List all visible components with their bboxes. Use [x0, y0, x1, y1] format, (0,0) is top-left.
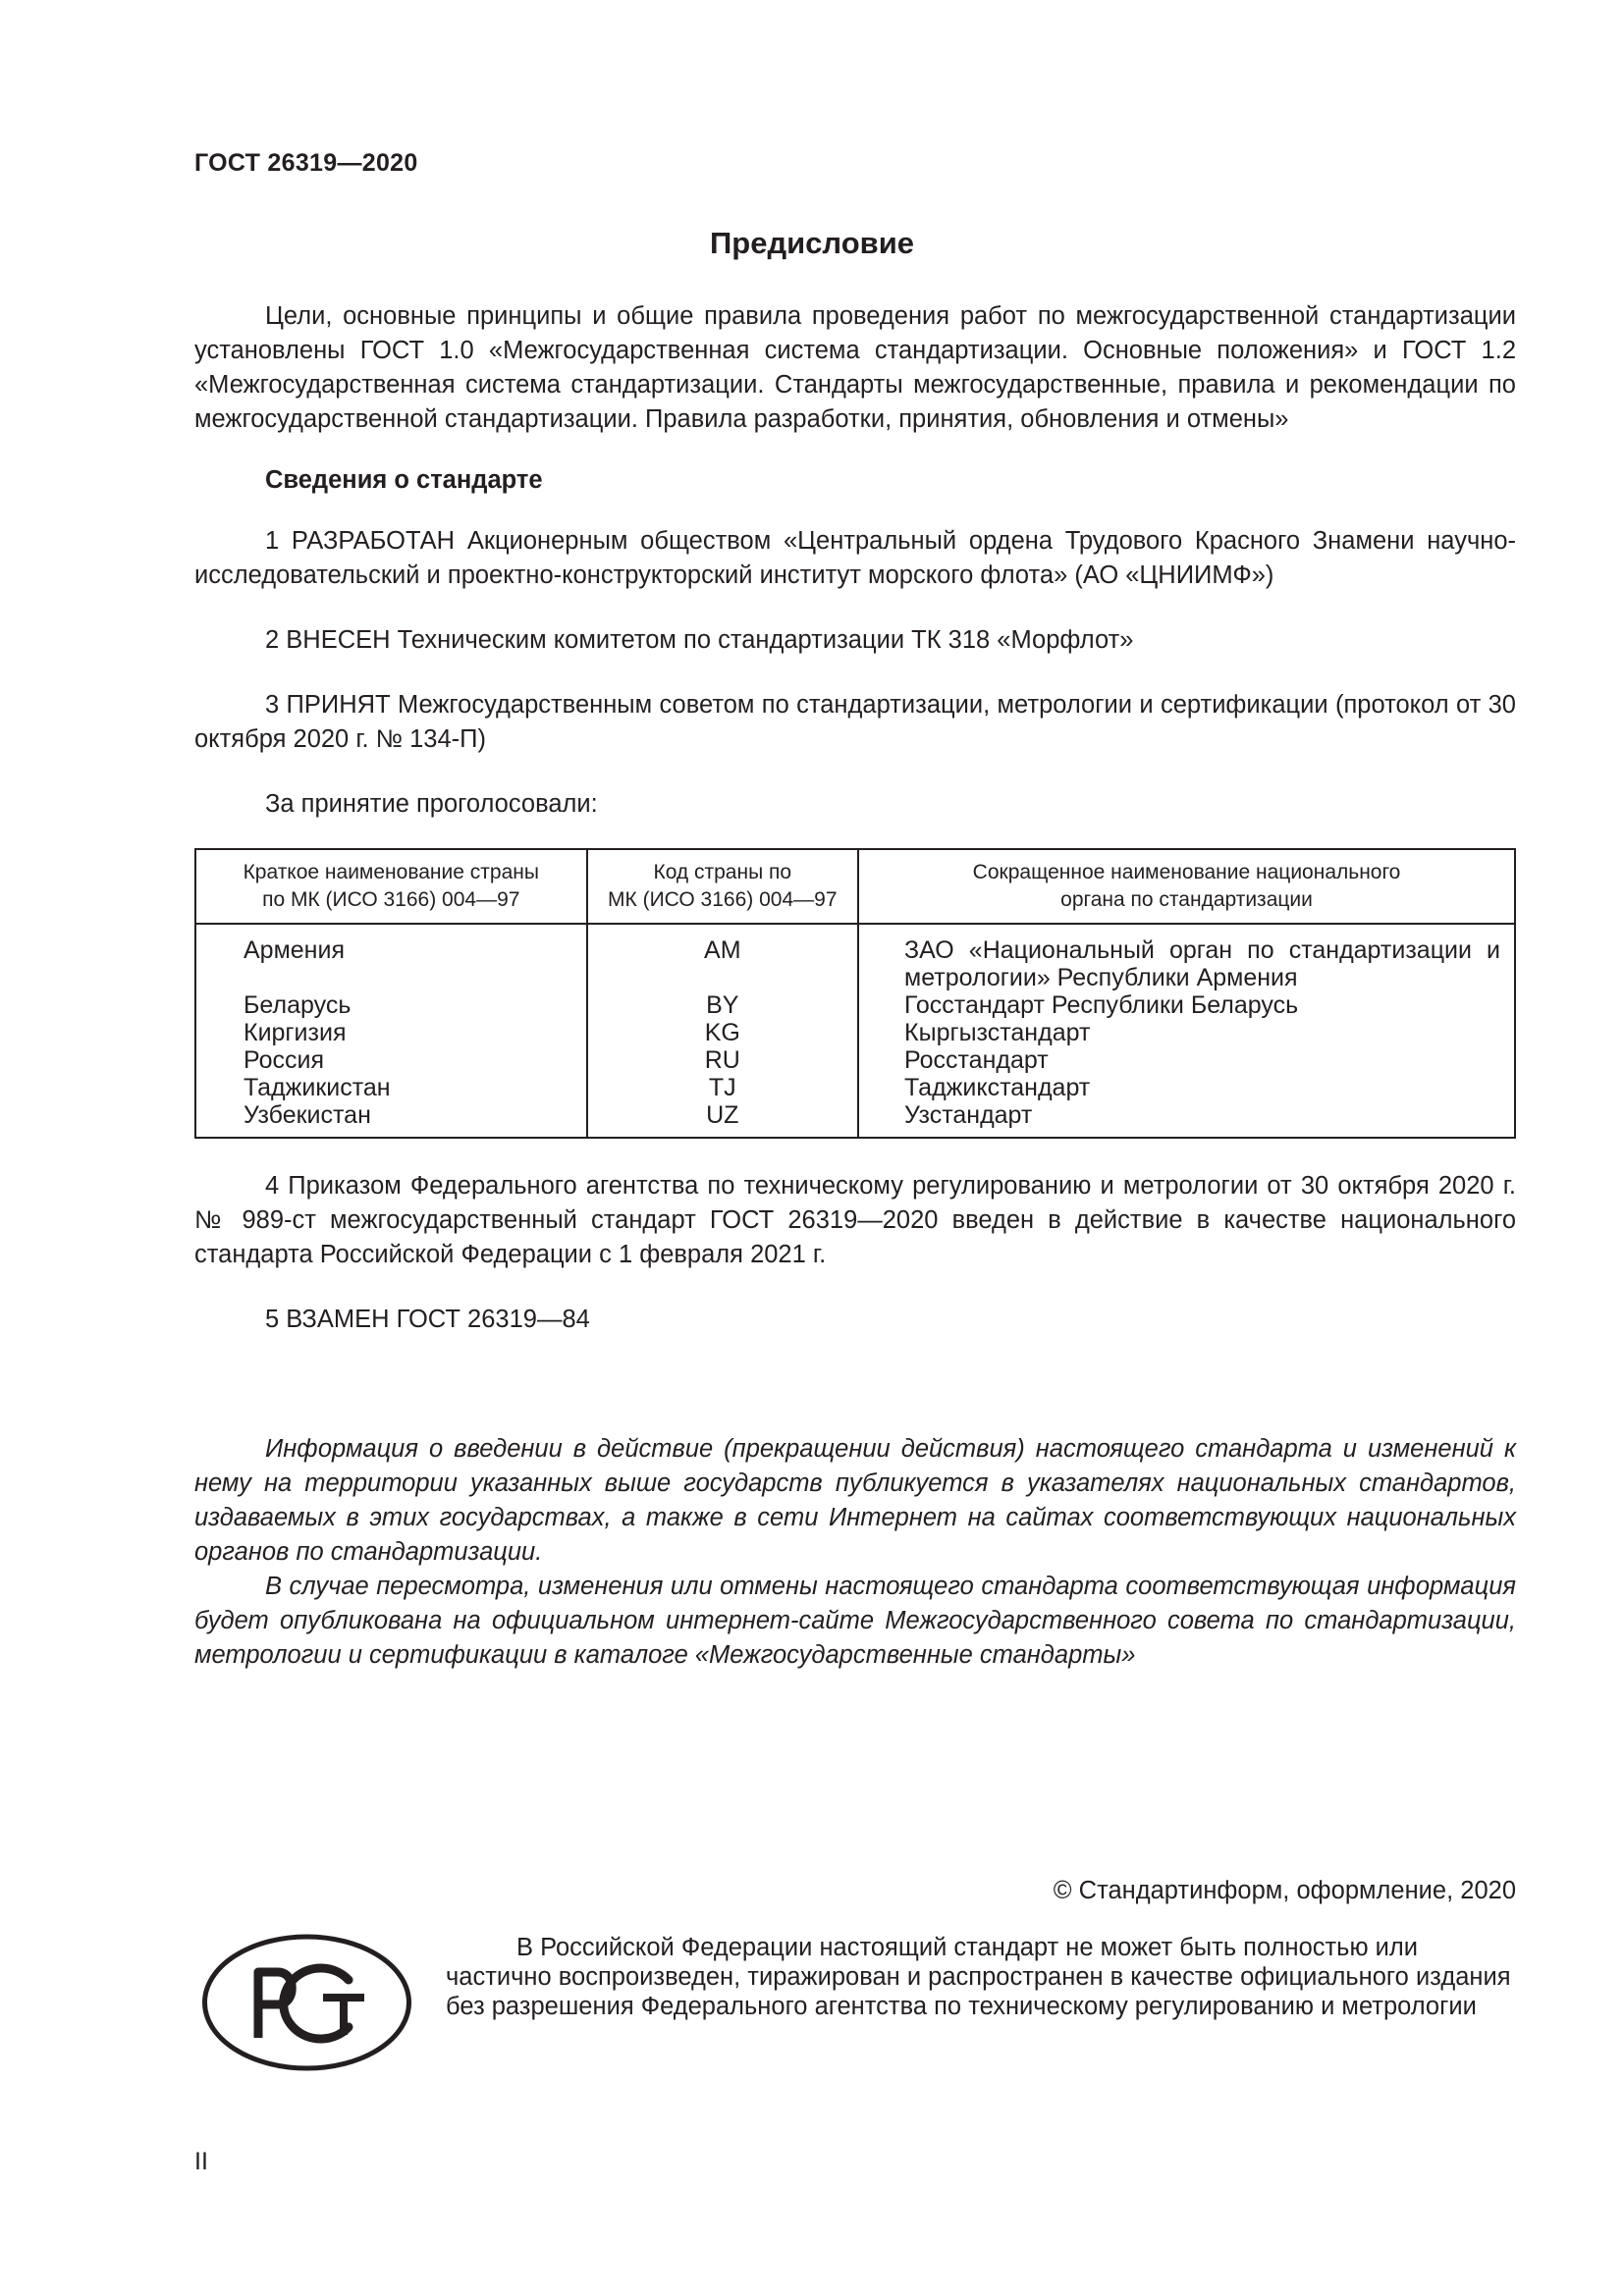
item-adopted: 3 ПРИНЯТ Межгосударственным советом по стандартизации, метрологии и сертификации (протокол от 30 октября 2020 г. № 134-П): [194, 691, 1516, 753]
body-cell: Таджикстандарт: [858, 1074, 1515, 1101]
notice-block: [194, 1432, 1516, 1673]
voted-label: За принятие проголосовали:: [265, 790, 598, 818]
table-row: [195, 924, 1515, 991]
table-row: [195, 1046, 1515, 1074]
rst-certification-logo: [201, 1933, 412, 2072]
country-cell: Узбекистан: [195, 1101, 587, 1138]
rights-paragraph: В Российской Федерации настоящий стандарт не может быть полностью или частично воспроизведен, тиражирован и распространен в качестве официального издания без разрешения Федерального агентства по техническому регулированию и метрологии: [446, 1934, 1511, 2020]
country-cell: Беларусь: [195, 991, 587, 1019]
header-country-name: Краткое наименование страны по МК (ИСО 3166) 004—97: [195, 849, 587, 924]
item-introduced: 2 ВНЕСЕН Техническим комитетом по стандартизации ТК 318 «Морфлот»: [265, 626, 1134, 654]
page-title: Предисловие: [709, 226, 914, 260]
header-national-body: Сокращенное наименование национального органа по стандартизации: [858, 849, 1515, 924]
item-developed: 1 РАЗРАБОТАН Акционерным обществом «Центральный ордена Трудового Красного Знамени научно-исследовательский и проектно-конструкторский институт морского флота» (АО «ЦНИИМФ»): [194, 527, 1516, 589]
country-cell: Россия: [195, 1046, 587, 1074]
table-row: [195, 991, 1515, 1019]
body-cell: Узстандарт: [858, 1101, 1515, 1138]
code-cell: AM: [587, 924, 859, 991]
code-cell: BY: [587, 991, 859, 1019]
copyright-line: © Стандартинформ, оформление, 2020: [1053, 1877, 1516, 1904]
country-cell: Армения: [195, 924, 587, 991]
notice-paragraph: Информация о введении в действие (прекращении действия) настоящего стандарта и изменений к нему на территории указанных выше государств публикуется в указателях национальных стандартов, издаваемых в этих государствах, а также в сети Интернет на сайтах соответствующих национальных органов по стандартизации.: [194, 1435, 1516, 1566]
notice-paragraph: В случае пересмотра, изменения или отмены настоящего стандарта соответствующая информация будет опубликована на официальном интернет-сайте Межгосударственного совета по стандартизации, метрологии и сертификации в каталоге «Межгосударственные стандарты»: [194, 1573, 1516, 1669]
code-cell: UZ: [587, 1101, 859, 1138]
table-row: [195, 1019, 1515, 1046]
table-row: [195, 1074, 1515, 1101]
body-cell: Кыргызстандарт: [858, 1019, 1515, 1046]
voting-countries-table: [194, 848, 1516, 1139]
page-number: II: [194, 2148, 208, 2175]
body-cell: Госстандарт Республики Беларусь: [858, 991, 1515, 1019]
document-code-header: ГОСТ 26319—2020: [194, 149, 418, 177]
rights-notice: [446, 1933, 1516, 2021]
code-cell: KG: [587, 1019, 859, 1046]
code-cell: TJ: [587, 1074, 859, 1101]
section-heading: Сведения о стандарте: [265, 466, 543, 494]
body-cell: Росстандарт: [858, 1046, 1515, 1074]
document-body: [194, 299, 1516, 1673]
table-header-row: [195, 849, 1515, 924]
country-cell: Таджикистан: [195, 1074, 587, 1101]
item-enacted: 4 Приказом Федерального агентства по техническому регулированию и метрологии от 30 октября 2020 г. № 989-ст межгосударственный стандарт ГОСТ 26319—2020 введен в действие в качестве национального стандарта Российской Федерации с 1 февраля 2021 г.: [194, 1172, 1516, 1268]
rst-logo-icon: [201, 1933, 412, 2072]
item-replaces: 5 ВЗАМЕН ГОСТ 26319—84: [265, 1306, 590, 1333]
body-cell: ЗАО «Национальный орган по стандартизации и метрологии» Республики Армения: [858, 924, 1515, 991]
table-row: [195, 1101, 1515, 1138]
intro-paragraph: Цели, основные принципы и общие правила проведения работ по межгосударственной стандартизации установлены ГОСТ 1.0 «Межгосударственная система стандартизации. Основные положения» и ГОСТ 1.2 «Межгосударственная система стандартизации. Стандарты межгосударственные, правила и рекомендации по межгосударственной стандартизации. Правила разработки, принятия, обновления и отмены»: [194, 302, 1516, 433]
country-cell: Киргизия: [195, 1019, 587, 1046]
code-cell: RU: [587, 1046, 859, 1074]
header-country-code: Код страны по МК (ИСО 3166) 004—97: [587, 849, 859, 924]
